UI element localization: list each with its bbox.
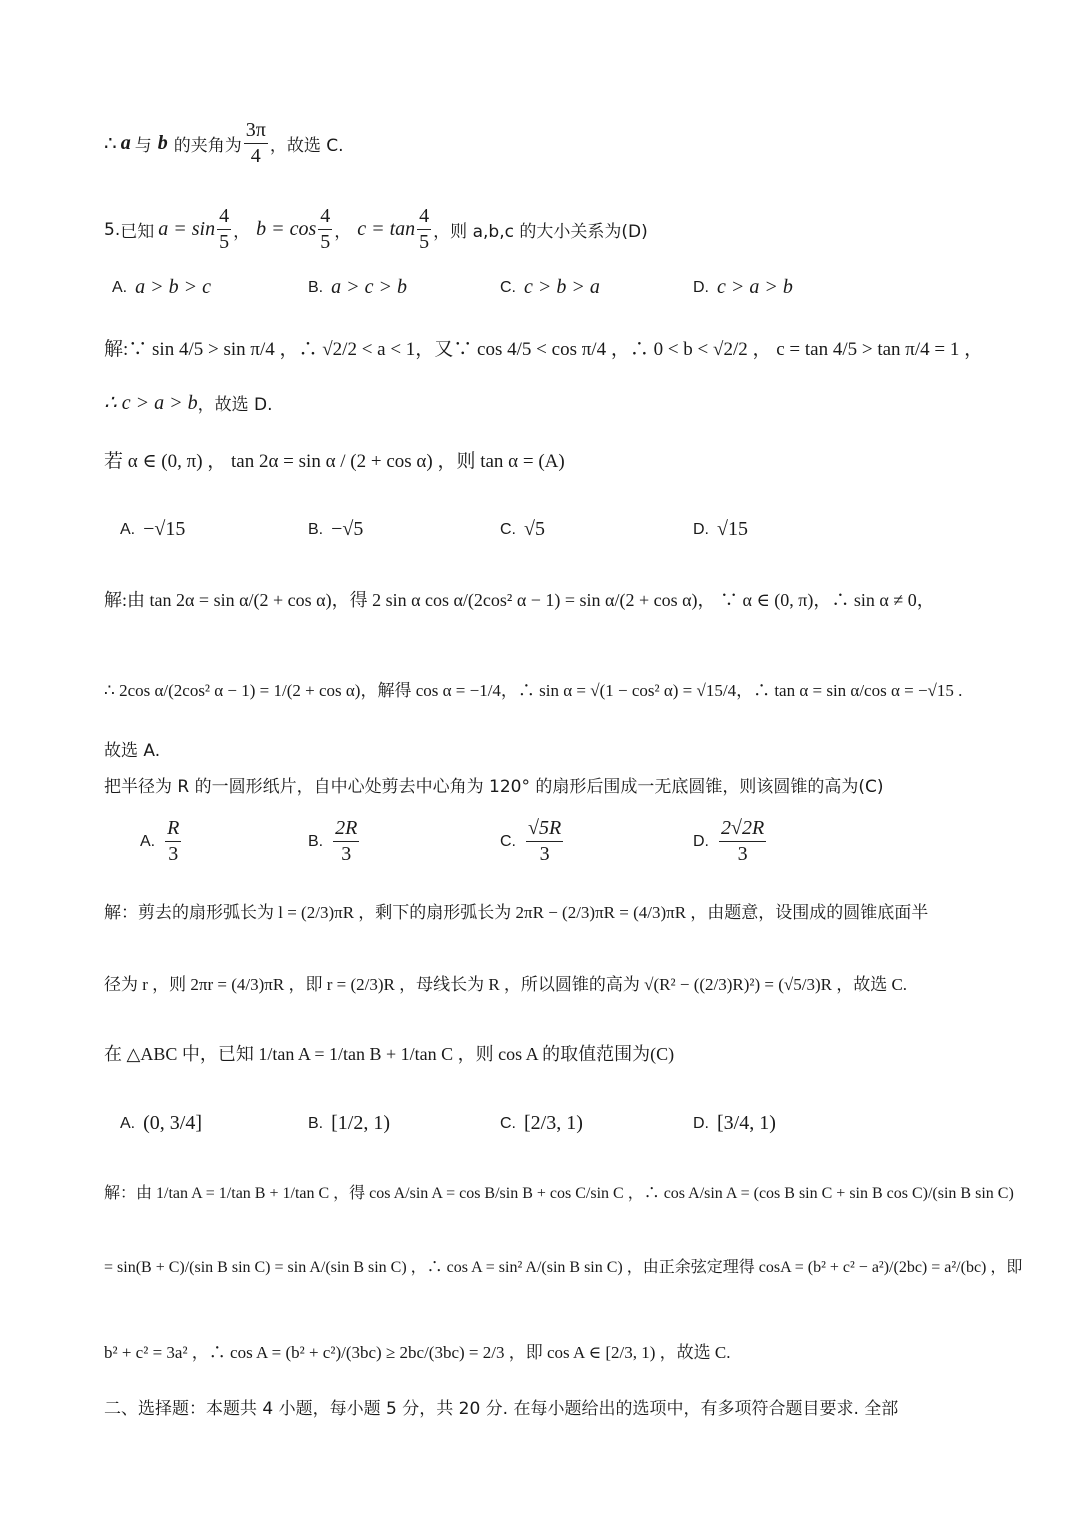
q7-option-c: C. $\frac{√5R}{3}$ — [500, 817, 562, 865]
q6-solution-line-1: 解:由 tan 2α = sin α/(2 + cos α)，得 2 sin α cos α/(2cos² α − 1) = sin α/(2 + cos α)， ∵ α ∈ (0, π)，∴ sin α ≠ 0， — [104, 590, 935, 610]
section-2-heading: 二、选择题：本题共 4 小题，每小题 5 分，共 20 分. 在每小题给出的选项中，有多项符合题目要求. 全部 — [104, 1399, 899, 1419]
q5-option-a: A. a > b > c — [112, 276, 211, 298]
q7-option-d: D. $\frac{2√2R}{3}$ — [693, 817, 765, 865]
q8-solution-line-2: = sin(B + C)/(sin B sin C) = sin A/(sin B sin C) ，∴ cos A = sin² A/(sin B sin C) ，由正余弦定理得 cosA = (b² + c² − a²)/(2bc) = a²/(bc) ，即 — [104, 1259, 1023, 1276]
question-7-stem: 把半径为 R 的一圆形纸片，自中心处剪去中心角为 120° 的扇形后围成一无底圆锥，则该圆锥的高为(C) — [104, 777, 884, 797]
question-8-stem: 在 △ABC 中，已知 1/tan A = 1/tan B + 1/tan C ，则 cos A 的取值范围为(C) — [104, 1044, 675, 1064]
q8-option-b: B. [1/2, 1) — [308, 1112, 391, 1134]
q7-solution-line-1: 解：剪去的扇形弧长为 l = (2/3)πR ，剩下的扇形弧长为 2πR − (2/3)πR = (4/3)πR ，由题意，设围成的圆锥底面半 — [104, 903, 929, 922]
q5-solution-line-2: ∴ c > a > b ，故选 D. — [104, 392, 273, 415]
q8-option-c: C. [2/3, 1) — [500, 1112, 583, 1134]
q5-option-d: D. c > a > b — [693, 276, 793, 298]
q8-solution-line-1: 解：由 1/tan A = 1/tan B + 1/tan C ，得 cos A/sin A = cos B/sin B + cos C/sin C ，∴ cos A/sin A = (cos B sin C + sin B cos C)/(sin B sin C) — [104, 1185, 1014, 1202]
q6-option-b: B. −√5 — [308, 518, 364, 540]
q8-option-d: D. [3/4, 1) — [693, 1112, 776, 1134]
q6-option-d: D. √15 — [693, 518, 748, 540]
q6-solution-line-3: 故选 A. — [104, 741, 161, 761]
q5-option-c: C. c > b > a — [500, 276, 600, 298]
q4-conclusion: ∴ a 与 b 的夹角为 $\frac{3\pi}{4}$ ，故选 C. — [104, 119, 344, 167]
q5-option-b: B. a > c > b — [308, 276, 407, 298]
q7-solution-line-2: 径为 r ，则 2πr = (4/3)πR ，即 r = (2/3)R ，母线长为 R ，所以圆锥的高为 √(R² − ((2/3)R)²) = (√5/3)R ，故选 C. — [104, 975, 908, 994]
q6-solution-line-2: ∴ 2cos α/(2cos² α − 1) = 1/(2 + cos α)，解得 cos α = −1/4，∴ sin α = √(1 − cos² α) = √15/4，∴ tan α = sin α/cos α = −√15 . — [104, 681, 963, 700]
q8-option-a: A. (0, 3/4] — [120, 1112, 203, 1134]
q6-option-a: A. −√15 — [120, 518, 186, 540]
fraction: $\frac{3\pi}{4}$ — [245, 119, 266, 167]
q7-option-b: B. $\frac{2R}{3}$ — [308, 817, 358, 865]
question-5-stem: 5. 已知 a = sin $\frac{4}{5}$ ， b = cos $\frac{4}{5}$ ， c = tan $\frac{4}{5}$ ，则 a,b,c 的大小关系为(D) — [104, 205, 648, 253]
q6-option-c: C. √5 — [500, 518, 545, 540]
q8-solution-line-3: b² + c² = 3a² ，∴ cos A = (b² + c²)/(3bc) ≥ 2bc/(3bc) = 2/3 ，即 cos A ∈ [2/3, 1) ，故选 C. — [104, 1343, 731, 1362]
q5-solution-line-1: 解:∵ sin 4/5 > sin π/4 ，∴ √2/2 < a < 1，又∵ cos 4/5 < cos π/4 ，∴ 0 < b < √2/2 ， c = tan 4/5 > tan π/4 = 1 ， — [104, 339, 984, 360]
q7-option-a: A. $\frac{R}{3}$ — [140, 817, 180, 865]
question-6-stem: 若 α ∈ (0, π) ， tan 2α = sin α / (2 + cos α) ，则 tan α = (A) — [104, 451, 565, 472]
